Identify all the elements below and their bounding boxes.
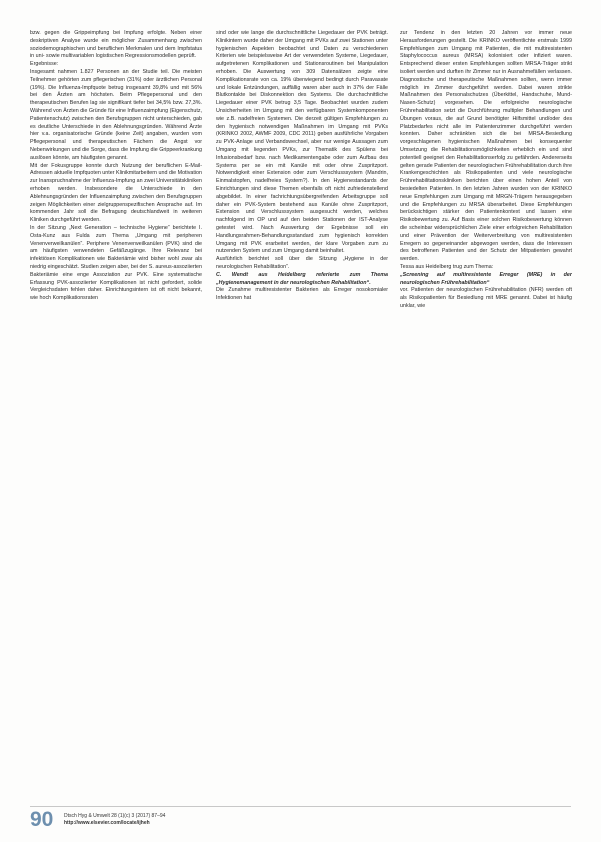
paragraph: Ergebnisse: [30,61,59,68]
paragraph: Ausführlich berichtet soll über die Sitzung „Hygiene in der neurologischen Rehabilitation“. [216,256,388,270]
text-column-right [400,30,572,810]
paragraph: vor. Patienten der neurologischen Frührehabilitation (NFR) werden oft als Risikopatienten für Besiedlung mit MRE genannt. Dabei ist häufig unklar, wie [400,287,572,309]
paragraph: zur Tendenz in den letzten 20 Jahren vor immer neue Herausforderungen gestellt. Die KRINKO veröffentlichte erstmals 1999 Empfehlungen zum Umgang mit Patienten, die mit multiresistenten Staphylococcus aureus (MRSA) kolonisiert oder infiziert waren. Entsprechend dieser ersten Empfehlungen sollten MRSA-Träger strikt isoliert werden und durften ihr Zimmer nur in Ausnahmefällen verlassen. Diagnostische und therapeutische Maßnahmen sollten, wenn immer möglich im Zimmer durchgeführt werden. Dabei waren strikte Maßnahmen des Personalschutzes (Überkittel, Handschuhe, Mund-Nasen-Schutz) vorgesehen. Die erfolgreiche neurologische Frührehabilitation setzt die Durchführung multipler Behandlungen und Übungen voraus, die auf Grund benötigter Hilfsmittel und/oder des Platzbedarfes nicht alle im Patientenzimmer durchgeführt werden konnten. Daher schränkten sich die bei MRSA-Besiedlung vorgeschlagenen hygienischen Maßnahmen bei konsequenter Umsetzung die Rehabilitationsmöglichkeiten erheblich ein und sind potentiell geeignet den Rehabilitationserfolg zu gefährden. Andererseits gelten gerade Patienten der neurologischen Frührehabilitation durch ihre Krankengeschichten als Risikopatienten und viele neurologische Frührehabilitationskliniken berichten über einen hohen Anteil von besiedelten Patienten. In den letzten Jahren wurden von der KRINKO neue Empfehlungen zum Umgang mit MRGN-Trägern herausgegeben und die Empfehlungen zu MRSA überarbeitet. Diese Empfehlungen berücksichtigen stärker den Patientenkontext und lassen eine Risikobewertung zu. Auf Basis einer solchen Risikobewertung können die scheinbar widersprüchlichen Ziele einer erfolgreichen Rehabilitation und einer Prävention der Weiterverbreitung von multiresistenten Erregern so gegeneinander abgewogen werden, dass die Interessen des betroffenen Patienten und der Schutz der Mitpatienten gewahrt werden. [400,30,572,263]
paragraph: Mit der Fokusgruppe konnte durch Nutzung der beruflichen E-Mail-Adressen aktuelle Impfquoten unter Klinikmitarbeitern und die Motivation zur Inanspruchnahme der Influenza-Impfung an zwei Universitätskliniken erhoben werden. Insbesondere die Unterschiede in den Ablehnungsgründen der Influenzaimpfung zwischen den Berufsgruppen zeigen Möglichkeiten einer zielgruppenspezifischen Ansprache auf. Im kommenden Jahr soll die Befragung deutschlandweit in weiteren Kliniken durchgeführt werden. [30,162,202,224]
journal-url-link[interactable]: http://www.elsevier.com/locate/ijheh [64,819,150,826]
paragraph: bzw. gegen die Grippeimpfung bei Impfung erfolgte. Neben einer deskriptiven Analyse wurde ein möglicher Zusammenhang zwischen soziodemographischen und beruflichen Merkmalen und dem Impfstatus in uni- sowie multivariablen logistischen Regressionsmodellen geprüft. [30,30,202,60]
page-number: 90 [30,808,54,831]
paragraph: In der Sitzung „Next Generation – technische Hygiene“ berichtete I. Osta-Kunz aus Fulda zum Thema „Umgang mit peripheren Venenverweilkanülen“. Periphere Venenverweilkanülen (PVK) sind die am häufigsten verwendeten Gefäßzugänge. Ihre Relevanz bei infektiösen Komplikationen wie Bakteriämie wird bisher wohl zwar als niedrig eingeschätzt. Studien zeigen aber, bei der S. aureus-assoziierten Bakteriämie eine enge Assoziation zur PVK. Eine systematische Erfassung PVK-assoziierter Komplikationen ist nicht gefordert, solide Vergleichsdaten fehlen daher. Einrichtungsintern ist oft nicht bekannt, wie hoch Komplikationsraten [30,224,202,302]
section-heading: C. Wendt aus Heidelberg referierte zum Thema „Hygienemanagement in der neurologischen Rehabilitation“. [216,271,388,286]
page-footer [30,810,430,836]
paragraph: Tessa aus Heidelberg trug zum Thema: [400,263,494,270]
text-column-middle [216,30,388,810]
journal-citation: Dtsch Hyg & Umwelt 28 (1)(c) 3 (2017) 87–94 [64,813,166,819]
paragraph: Die Zunahme multiresistenter Bakterien als Erreger nosokomialer Infektionen hat [216,287,388,302]
citation-block [64,813,165,826]
section-heading: „Screening auf multiresistente Erreger (MRE) in der neurologischen Frührehabilitation“ [400,271,572,286]
footer-divider [30,806,571,807]
paragraph: Insgesamt nahmen 1.827 Personen an der Studie teil. Die meisten Teilnehmer gehörten zum pflegerischen (31%) oder ärztlichen Personal (19%). Die Influenza-Impfquote betrug insgesamt 39,8% und mit 56% bei den Ärzten am höchsten. Beim Pflegepersonal und den therapeutischen Berufen lag sie signifikant tiefer bei 34,5% bzw. 27,3%. Während von Ärzten die Gründe für eine Influenzaimpfung (Eigenschutz, Patientenschutz) zwischen den Berufsgruppen nicht unterschieden, gab es deutliche Unterschiede in den Ablehnungsgründen. Während Ärzte hier v.a. organisatorische Gründe (keine Zeit) angaben, wurden vom Pflegepersonal und therapeutischen Fächern die Angst vor Nebenwirkungen und die Sorge, dass die Impfung die Grippeerkrankung auslösen könnte, am häufigsten genannt. [30,68,202,161]
text-column-left [30,30,202,810]
paragraph: sind oder wie lange die durchschnittliche Liegedauer der PVK beträgt. Klinikintern wurde daher der Umgang mit PVKs auf zwei Stationen unter hygienischen Aspekten beobachtet und Daten zu verschiedenen Kriterien wie beispielsweise Art der verwendeten Systeme, Liegedauer, aufgetretenen Komplikationen und Stationsroutinen bei Manipulation erhoben. Die Auswertung von 309 Datensätzen zeigte eine Komplikationsrate von ca. 19% überwiegend bedingt durch Paravasate und lokale Entzündungen, auffällig waren aber auch in 37% der Fälle Blutkontakte bei Diskonnektion des Systems. Die durchschnittliche Liegedauer einer PVK betrug 3,5 Tage. Beobachtet wurden zudem Unsicherheiten im Umgang mit den verfügbaren Systemkomponenten wie z.B. nadelfreien Systemen. Die derzeit gültigen Empfehlungen zu den hygienisch notwendigen Maßnahmen im Umgang mit PVKs (KRINKO 2002, AWMF 2009, CDC 2011) geben ausführliche Vorgaben zu PVK-Anlage und Verbandswechsel, aber nur wenige Aussagen zum Umgang mit liegenden PVKs, zur Thematik des Spülens bei Infusionsbedarf bzw. nach Medikamentengabe oder zum Aufbau des Systems per se ein mit Kanüle mit oder ohne Zuspritzport. Notwendigkeit einer Extension oder zum Verschlusssystem (Mandrin, Einmalstopfen, nadelfreies System?). In den Hygienestandards der Einrichtungen sind diese Themen ebenfalls oft nicht zufriedenstellend abgebildet. In einer fachrichtungsübergreifenden Arbeitsgruppe soll daher ein PVK-System bestehend aus Kanüle ohne Zuspritzport, Extension und Verschlusssystem ausgesucht werden, welches nachfolgend im OP und auf den beiden Stationen der IST-Analyse getestet wird. Nach Auswertung der Ergebnisse soll ein Handlungsrahmen-Behandlungsstandard zum hygienisch korrekten Umgang mit PVK erarbeitet werden, der klare Vorgaben zum zu nutzenden System und zum Umgang damit beinhaltet. [216,30,388,255]
